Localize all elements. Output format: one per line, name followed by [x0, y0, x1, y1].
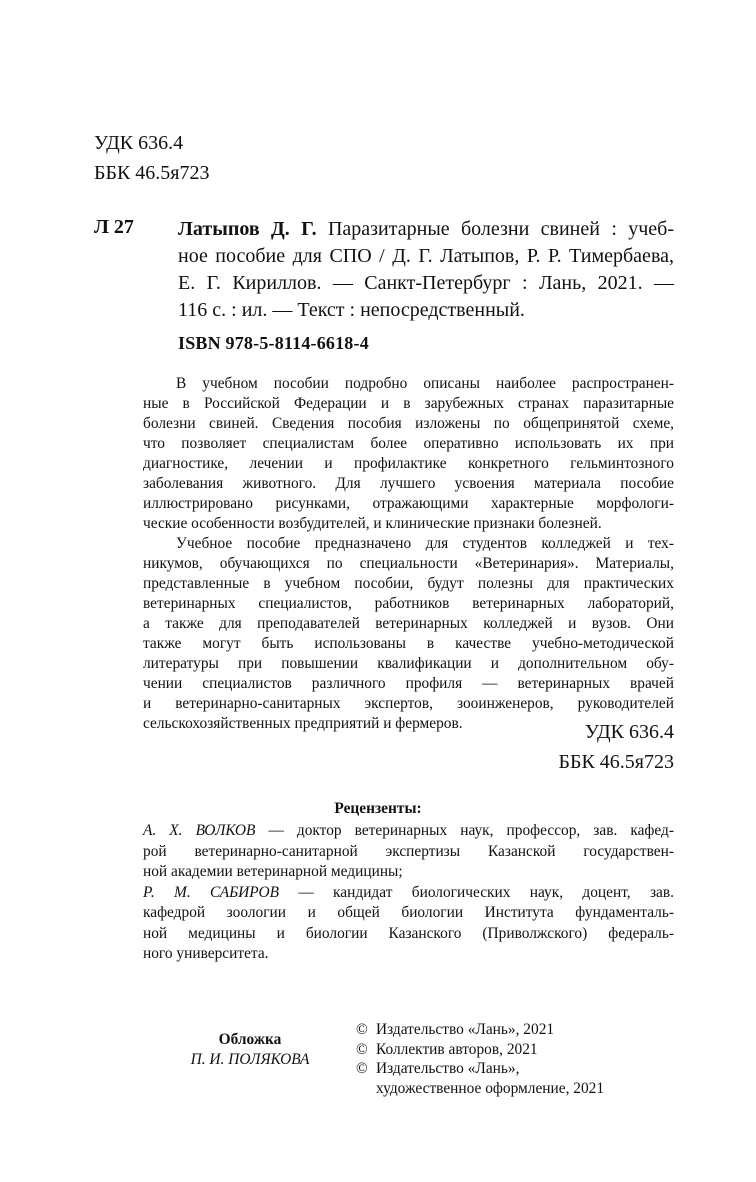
abstract [143, 374, 674, 734]
copyright-line: художественное оформление, 2021 [376, 1079, 605, 1097]
abstract-line: представленные в учебном пособии, будут полезны для практических [143, 575, 674, 592]
biblio-line: 116 с. : ил. — Текст : непосредственный. [178, 299, 525, 321]
abstract-line: ные в Российской Федерации и в зарубежных странах паразитарные [143, 395, 674, 412]
abstract-line: сельскохозяйственных предприятий и фермеров. [143, 715, 463, 732]
udk-code: УДК 636.4 [584, 721, 674, 743]
udk-code: УДК 636.4 [94, 132, 184, 154]
author-name: Латыпов Д. Г. [178, 218, 317, 240]
cover-designer: П. И. ПОЛЯКОВА [190, 1051, 310, 1068]
reviewers [143, 821, 674, 965]
abstract-line: чении специалистов различного профиля — ветеринарных врачей [143, 675, 674, 692]
author-sign: Л 27 [94, 216, 134, 238]
abstract-line: Учебное пособие предназначено для студентов колледжей и тех- [176, 535, 674, 552]
reviewer-name: Р. М. САБИРОВ [143, 883, 280, 901]
reviewer-name: А. Х. ВОЛКОВ [143, 822, 256, 839]
classification-bottom [558, 717, 674, 777]
isbn: ISBN 978-5-8114-6618-4 [178, 333, 369, 353]
copyright-icon: © [356, 1040, 368, 1058]
copyright-icon: © [356, 1060, 368, 1077]
abstract-line: и ветеринарно-санитарных экспертов, зооинженеров, руководителей [143, 695, 674, 712]
abstract-line: литературы при повышении квалификации и дополнительном обу- [143, 655, 674, 672]
reviewer-text: — кандидат биологических наук, доцент, зав. [279, 883, 674, 901]
reviewer-text: кафедрой зоологии и общей биологии Института фундаменталь- [143, 904, 674, 921]
copyright-line: Коллектив авторов, 2021 [376, 1040, 538, 1058]
abstract-line: ческие особенности возбудителей, и клинические признаки болезней. [143, 515, 602, 532]
abstract-line: также могут быть использованы в качестве учебно-методической [143, 635, 674, 652]
abstract-line: никумов, обучающихся по специальности «Ветеринария». Материалы, [143, 555, 674, 572]
abstract-line: что позволяет специалистам более оперативно использовать их при [143, 435, 674, 452]
abstract-line: а также для преподавателей ветеринарных колледжей и вузов. Они [143, 615, 674, 632]
abstract-line: ветеринарных специалистов, работников ветеринарных лабораторий, [143, 595, 674, 612]
copyright-line: Издательство «Лань», [376, 1060, 520, 1077]
bbk-code: ББК 46.5я723 [558, 751, 674, 773]
abstract-line: болезни свиней. Сведения пособия изложены по общепринятой схеме, [143, 415, 674, 432]
classification-top [94, 128, 210, 188]
abstract-line: В учебном пособии подробно описаны наиболее распространен- [176, 375, 674, 392]
biblio-line: ное пособие для СПО / Д. Г. Латыпов, Р. Р. Тимербаева, [178, 245, 674, 267]
copyright-line: Издательство «Лань», 2021 [376, 1021, 555, 1038]
reviewer-text: ной медицины и биологии Казанского (Приволжского) федераль- [143, 924, 674, 942]
bibliographic-record [178, 216, 674, 324]
bbk-code: ББК 46.5я723 [94, 162, 210, 184]
biblio-line: Е. Г. Кириллов. — Санкт-Петербург : Лань, 2021. — [178, 272, 674, 294]
reviewer-text: ной академии ветеринарной медицины; [143, 863, 403, 880]
reviewer-text: рой ветеринарно-санитарной экспертизы Казанской государствен- [143, 842, 674, 860]
copyright-block [356, 1020, 604, 1098]
reviewer-text: ного университета. [143, 945, 269, 962]
cover-credit [160, 1030, 340, 1070]
cover-label: Обложка [218, 1031, 282, 1048]
reviewer-text: — доктор ветеринарных наук, профессор, зав. кафед- [255, 822, 674, 839]
abstract-line: иллюстрировано рисунками, отражающими характерные морфологи- [143, 495, 674, 512]
copyright-icon: © [356, 1021, 368, 1038]
reviewers-title: Рецензенты: [334, 800, 422, 817]
abstract-line: диагностике, лечении и профилактике конкретного гельминтозного [143, 455, 674, 472]
biblio-line: Паразитарные болезни свиней : учеб- [327, 218, 674, 240]
abstract-line: заболевания животного. Для лучшего усвоения материала пособие [143, 475, 674, 492]
